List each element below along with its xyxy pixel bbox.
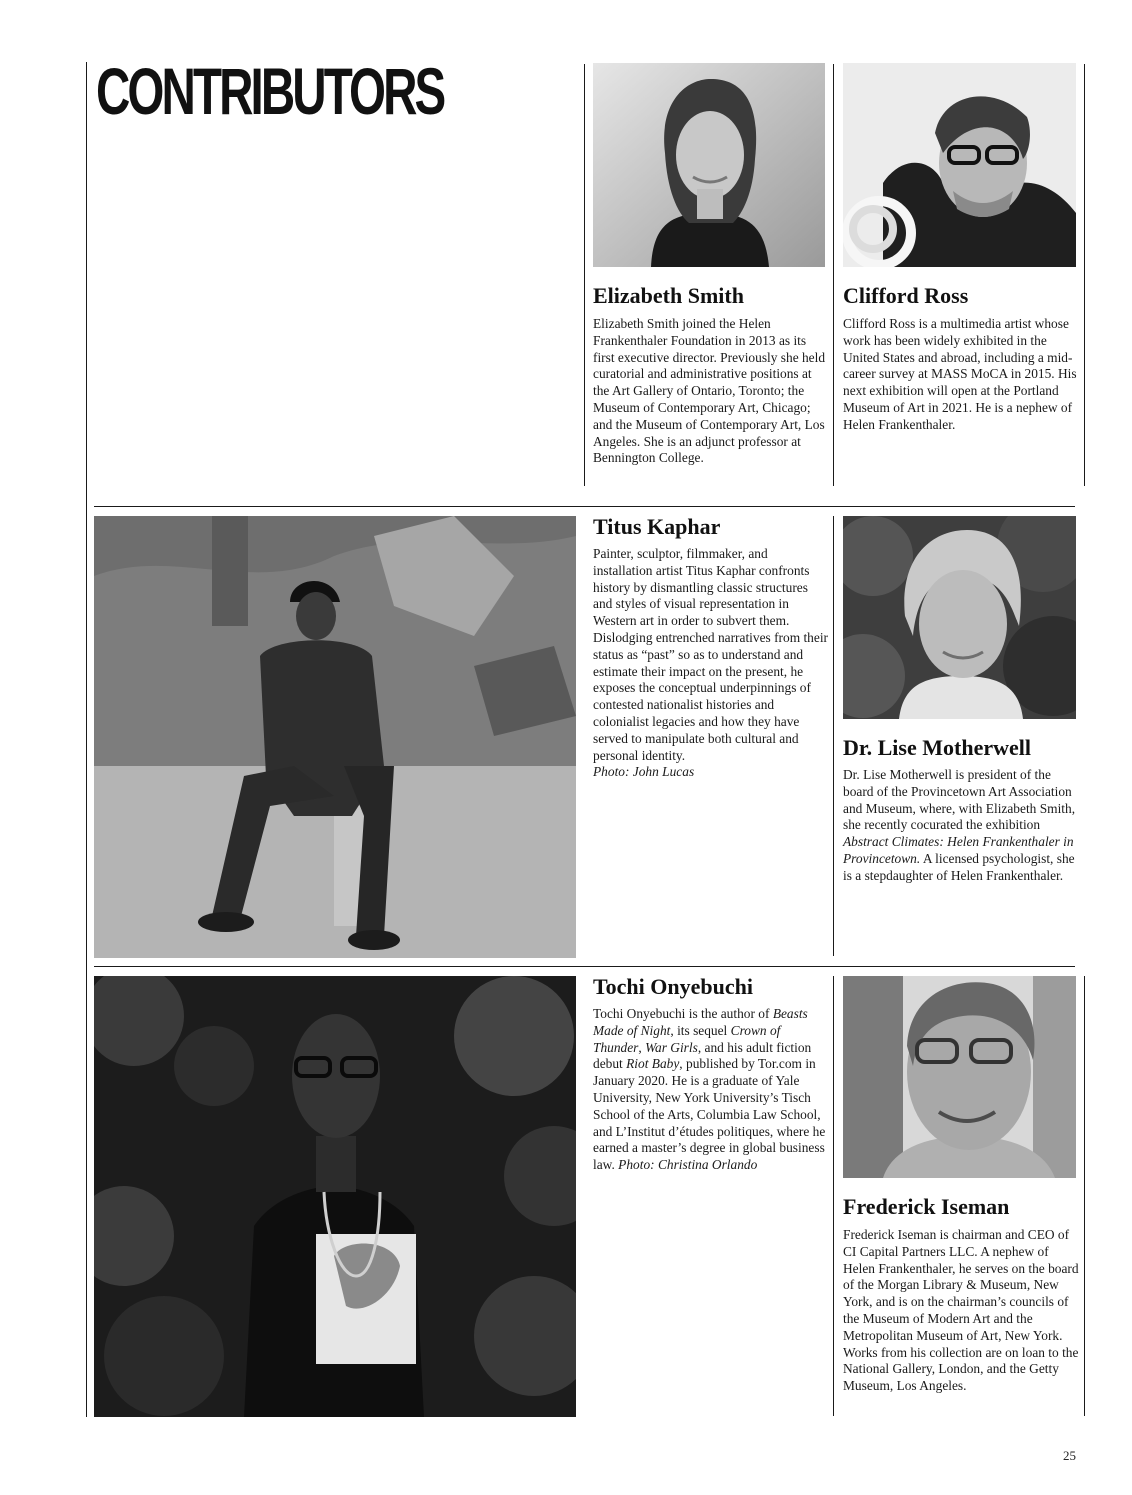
- page-title: CONTRIBUTORS: [96, 54, 444, 128]
- tochi-onyebuchi-book-3: War Girls: [645, 1039, 698, 1055]
- tochi-onyebuchi-bio-text-2: , its sequel: [670, 1022, 728, 1038]
- tochi-onyebuchi-photo-credit: Photo: Christina Orlando: [618, 1157, 758, 1173]
- column-rule-5: [833, 976, 834, 1416]
- elizabeth-smith-name: Elizabeth Smith: [593, 283, 744, 308]
- column-rule-2: [833, 64, 834, 486]
- lise-motherwell-name: Dr. Lise Motherwell: [843, 735, 1031, 760]
- clifford-ross-portrait: [843, 63, 1076, 267]
- frederick-iseman-bio: Frederick Iseman is chairman and CEO of CI Capital Partners LLC. A nephew of Helen Frankenthaler, he serves on the board of the Morgan Library & Museum, New York, and is on the chairman’s councils of the Museum of Modern Art and the Metropolitan Museum of Art, New York. Works from his collection are on loan to the National Gallery, London, and the Getty Museum, Los Angeles.: [843, 1227, 1079, 1394]
- elizabeth-smith-portrait: [593, 63, 825, 267]
- tochi-onyebuchi-book-4: Riot Baby: [626, 1056, 680, 1072]
- lise-motherwell-bio-text-2: A licensed psychologist, she is a stepdaughter of Helen Frankenthaler.: [843, 850, 1075, 883]
- lise-motherwell-portrait: [843, 516, 1076, 719]
- lise-motherwell-bio-text-1: Dr. Lise Motherwell is president of the board of the Provincetown Art Association and Museum, where, with Elizabeth Smith, she recently cocurated the exhibition: [843, 767, 1076, 833]
- frederick-iseman-portrait: [843, 976, 1076, 1178]
- tochi-onyebuchi-bio-text-3: ,: [638, 1039, 642, 1055]
- clifford-ross-bio: Clifford Ross is a multimedia artist whose work has been widely exhibited in the United States and abroad, including a mid-career survey at MASS MoCA in 2015. His next exhibition will open at the Portland Museum of Art in 2021. He is a nephew of Helen Frankenthaler.: [843, 316, 1077, 432]
- titus-kaphar-photo-credit: Photo: John Lucas: [593, 764, 695, 780]
- tochi-onyebuchi-bio: [593, 1006, 829, 1174]
- row-divider-1: [94, 506, 1075, 507]
- left-border-rule: [86, 62, 87, 1417]
- elizabeth-smith-bio: Elizabeth Smith joined the Helen Frankenthaler Foundation in 2013 as its first executive director. Previously she held curatorial and administrative positions at the Art Gallery of Ontario, Toronto; the Museum of Contemporary Art, Chicago; and the Museum of Contemporary Art, Los Angeles. She is an adjunct professor at Bennington College.: [593, 316, 826, 466]
- tochi-onyebuchi-photo: [94, 976, 576, 1417]
- clifford-ross-name: Clifford Ross: [843, 283, 969, 308]
- column-rule-4: [833, 516, 834, 956]
- tochi-onyebuchi-bio-text-1: Tochi Onyebuchi is the author of: [593, 1006, 770, 1021]
- tochi-onyebuchi-book-2: Crown of Thunder: [593, 1022, 781, 1055]
- lise-motherwell-bio: [843, 767, 1081, 885]
- titus-kaphar-photo: [94, 516, 576, 958]
- tochi-onyebuchi-book-1: Beasts Made of Night: [593, 1006, 808, 1038]
- frederick-iseman-name: Frederick Iseman: [843, 1194, 1010, 1219]
- row-divider-2: [94, 966, 1075, 967]
- tochi-onyebuchi-bio-text-4: , and his adult fiction debut: [593, 1039, 812, 1072]
- lise-motherwell-exhibition-title: Abstract Climates: Helen Frankenthaler in Provincetown.: [843, 834, 1074, 866]
- tochi-onyebuchi-name: Tochi Onyebuchi: [593, 974, 753, 999]
- column-rule-3: [1084, 64, 1085, 486]
- tochi-onyebuchi-bio-text-5: , published by Tor.com in January 2020. He is a graduate of Yale University, New York University’s Tisch School of the Arts, Columbia Law School, and L’Institut d’études politiques, where he earned a master’s degree in global business law.: [593, 1056, 826, 1173]
- titus-kaphar-bio-text: Painter, sculptor, filmmaker, and installation artist Titus Kaphar confronts history by dismantling classic structures and styles of visual representation in Western art in order to subvert them. Dislodging entrenched narratives from their status as “past” so as to understand and estimate their impact on the present, he exposes the conceptual underpinnings of contested nationalist histories and colonialist legacies and how they have served to manipulate both cultural and personal identity.: [593, 546, 829, 763]
- page-number: 25: [1063, 1448, 1076, 1463]
- column-rule-6: [1084, 976, 1085, 1416]
- titus-kaphar-bio: [593, 546, 829, 781]
- titus-kaphar-name: Titus Kaphar: [593, 514, 721, 539]
- column-rule-1: [584, 64, 585, 486]
